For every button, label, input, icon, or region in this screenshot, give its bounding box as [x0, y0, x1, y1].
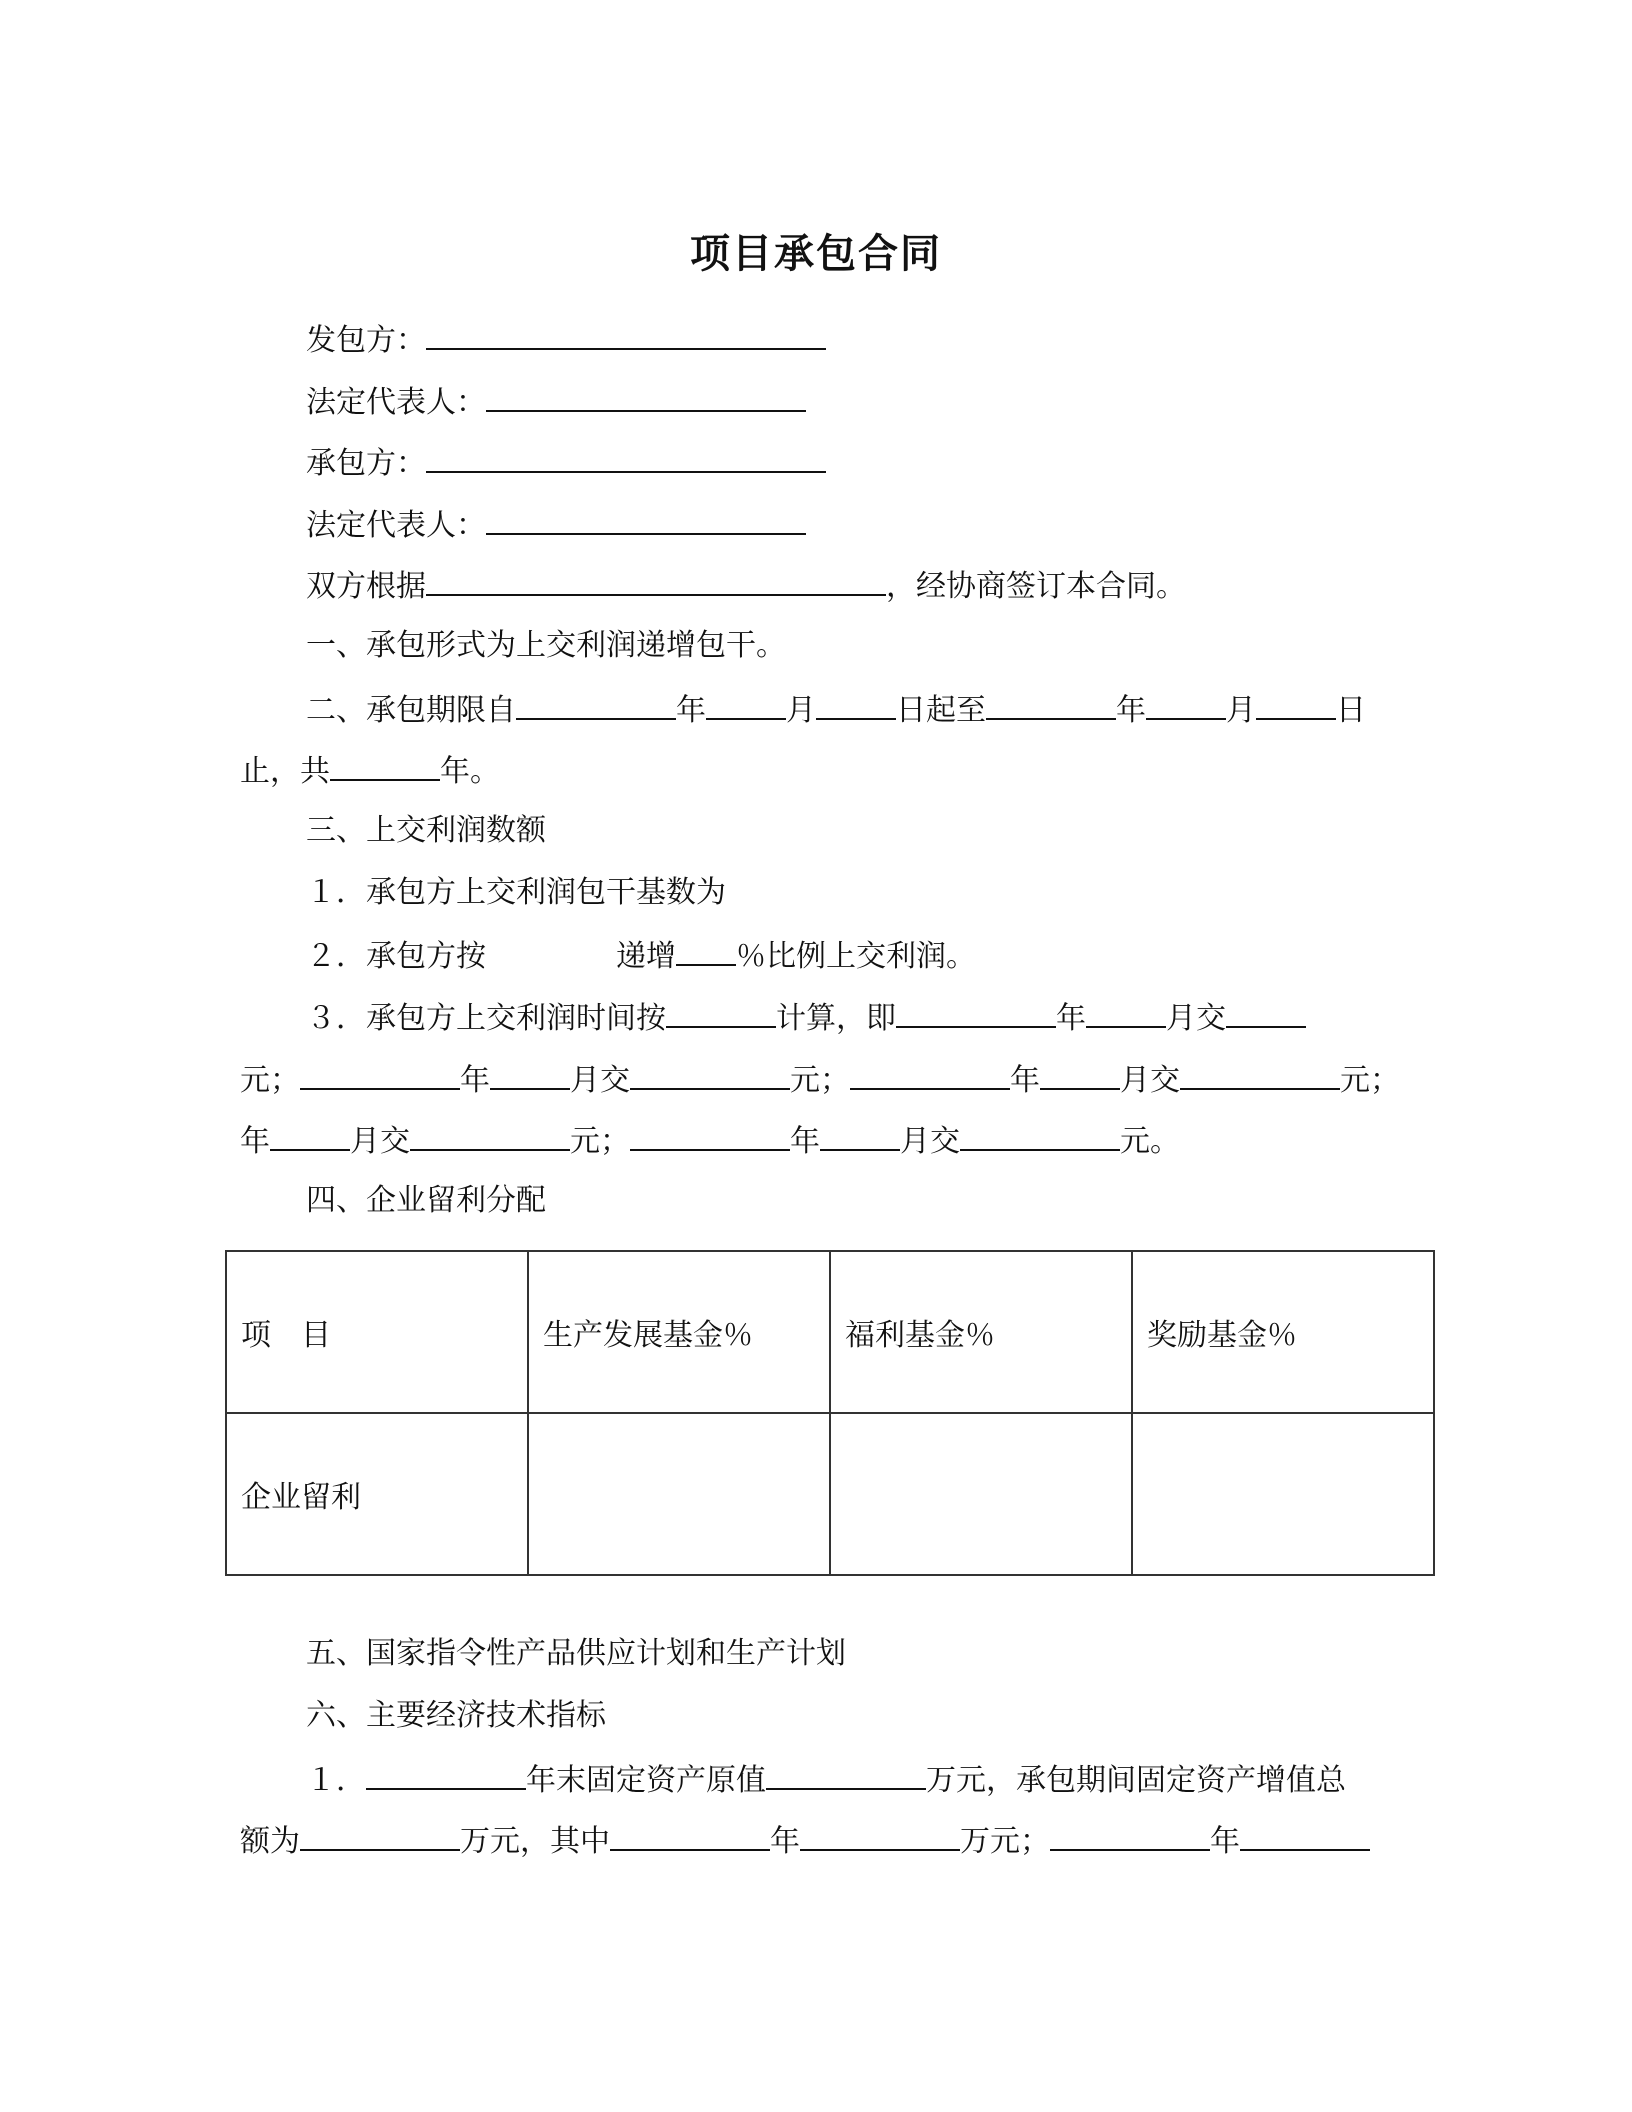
issuer-rep-blank[interactable] — [486, 380, 806, 412]
clause1-line — [240, 626, 1390, 666]
clause6-item1-line2 — [240, 1819, 1390, 1859]
basis-suffix: ，经协商签订本合同。 — [886, 569, 1186, 604]
clause3-item1 — [240, 873, 1390, 913]
yuan-label: 元； — [1340, 1063, 1400, 1098]
month-label: 月 — [786, 693, 816, 728]
clause3-item1-text: １．承包方上交利润包干基数为 — [306, 875, 726, 910]
clause3-heading — [240, 811, 1390, 851]
year-label: 年 — [1210, 1824, 1240, 1859]
pay-amount-blank[interactable] — [410, 1119, 570, 1151]
clause3-item3 — [240, 996, 1390, 1036]
table-cell-blank[interactable] — [1132, 1413, 1434, 1575]
pay-year-blank[interactable] — [300, 1058, 460, 1090]
table-header-cell: 福利基金％ — [830, 1251, 1132, 1413]
clause4-heading — [240, 1181, 1390, 1221]
table-row-label: 企业留利 — [226, 1413, 528, 1575]
retained-profit-table — [225, 1250, 1435, 1576]
clause6-item1-b: 万元，承包期间固定资产增值总 — [926, 1763, 1346, 1798]
wan-label: 万元； — [960, 1824, 1050, 1859]
pay-month-blank[interactable] — [1040, 1058, 1120, 1090]
contractor-line — [240, 441, 1390, 481]
clause6-heading-text: 六、主要经济技术指标 — [306, 1698, 606, 1733]
clause6-line2-b: 万元，其中 — [460, 1824, 610, 1859]
clause3-item3-a: ３．承包方上交利润时间按 — [306, 1001, 666, 1036]
total-years-blank[interactable] — [330, 749, 440, 781]
pay-year-blank[interactable] — [630, 1119, 790, 1151]
end-day-blank[interactable] — [1256, 688, 1336, 720]
yuan-label: 元； — [240, 1063, 300, 1098]
month-pay-label: 月交 — [1120, 1063, 1180, 1098]
calc-basis-blank[interactable] — [666, 996, 776, 1028]
yuan-label: 元； — [790, 1063, 850, 1098]
clause2-line2 — [240, 749, 1390, 789]
start-year-blank[interactable] — [516, 688, 676, 720]
pay-amount-blank[interactable] — [1180, 1058, 1340, 1090]
year-label: 年 — [790, 1124, 820, 1159]
pay-month-blank[interactable] — [1086, 996, 1166, 1028]
document-title: 项目承包合同 — [690, 231, 942, 277]
year-label: 年 — [240, 1124, 270, 1159]
clause6-item1-a: 年末固定资产原值 — [526, 1763, 766, 1798]
clause2-line — [240, 688, 1390, 728]
basis-blank[interactable] — [426, 564, 886, 596]
start-month-blank[interactable] — [706, 688, 786, 720]
year-label: 年 — [1010, 1063, 1040, 1098]
year-end-blank[interactable] — [366, 1758, 526, 1790]
clause2-end-prefix: 止，共 — [240, 754, 330, 789]
table-cell-blank[interactable] — [528, 1413, 830, 1575]
clause3-heading-text: 三、上交利润数额 — [306, 813, 546, 848]
pay-amount-blank[interactable] — [630, 1058, 790, 1090]
clause4-heading-text: 四、企业留利分配 — [306, 1183, 546, 1218]
pay-amount-blank[interactable] — [1226, 996, 1306, 1028]
end-month-blank[interactable] — [1146, 688, 1226, 720]
start-day-blank[interactable] — [816, 688, 896, 720]
issuer-rep-label: 法定代表人： — [306, 385, 486, 420]
month-pay-label: 月交 — [1166, 1001, 1226, 1036]
month-pay-label: 月交 — [350, 1124, 410, 1159]
year-label: 年 — [1056, 1001, 1086, 1036]
clause3-item3-line3 — [240, 1119, 1390, 1159]
asset-value-blank[interactable] — [766, 1758, 926, 1790]
contractor-label: 承包方： — [306, 446, 426, 481]
increase-year-blank[interactable] — [610, 1819, 770, 1851]
table-header-cell: 奖励基金％ — [1132, 1251, 1434, 1413]
month-label: 月 — [1226, 693, 1256, 728]
pay-amount-blank[interactable] — [960, 1119, 1120, 1151]
end-year-blank[interactable] — [986, 688, 1116, 720]
contractor-rep-label: 法定代表人： — [306, 508, 486, 543]
clause3-item3-line2 — [240, 1058, 1400, 1098]
basis-prefix: 双方根据 — [306, 569, 426, 604]
increase-total-blank[interactable] — [300, 1819, 460, 1851]
issuer-rep-line — [240, 380, 1390, 420]
table-row — [226, 1413, 1434, 1575]
table-header-cell: 生产发展基金％ — [528, 1251, 830, 1413]
month-pay-label: 月交 — [900, 1124, 960, 1159]
yuan-end-label: 元。 — [1120, 1124, 1180, 1159]
increase-amount-blank[interactable] — [800, 1819, 960, 1851]
clause5-line — [240, 1634, 1390, 1674]
clause3-item2 — [240, 934, 1390, 974]
contractor-blank[interactable] — [426, 441, 826, 473]
contractor-rep-line — [240, 503, 1390, 543]
yuan-label: 元； — [570, 1124, 630, 1159]
table-header-cell: 项 目 — [226, 1251, 528, 1413]
contractor-rep-blank[interactable] — [486, 503, 806, 535]
pay-year-blank[interactable] — [896, 996, 1056, 1028]
clause2-end-suffix: 年。 — [440, 754, 500, 789]
pay-month-blank[interactable] — [490, 1058, 570, 1090]
year-label: 年 — [676, 693, 706, 728]
pay-month-blank[interactable] — [270, 1119, 350, 1151]
clause6-line2-a: 额为 — [240, 1824, 300, 1859]
clause3-item3-b: 计算，即 — [776, 1001, 896, 1036]
clause3-item2-c: ％比例上交利润。 — [736, 939, 976, 974]
clause6-item1-num: １． — [306, 1763, 366, 1798]
basis-line — [240, 564, 1390, 604]
pay-month-blank[interactable] — [820, 1119, 900, 1151]
issuer-line — [240, 318, 1390, 358]
month-pay-label: 月交 — [570, 1063, 630, 1098]
clause5-text: 五、国家指令性产品供应计划和生产计划 — [306, 1636, 846, 1671]
clause3-item2-a: ２．承包方按 — [306, 939, 486, 974]
table-cell-blank[interactable] — [830, 1413, 1132, 1575]
increase-amount-blank[interactable] — [1240, 1819, 1370, 1851]
clause6-heading — [240, 1696, 1390, 1736]
clause1-text: 一、承包形式为上交利润递增包干。 — [306, 628, 786, 663]
day-from-label: 日起至 — [896, 693, 986, 728]
issuer-label: 发包方： — [306, 323, 426, 358]
year-label: 年 — [1116, 693, 1146, 728]
increase-year-blank[interactable] — [1050, 1819, 1210, 1851]
increase-rate-blank[interactable] — [676, 934, 736, 966]
year-label: 年 — [770, 1824, 800, 1859]
clause3-item2-b: 递增 — [616, 939, 676, 974]
clause2-prefix: 二、承包期限自 — [306, 693, 516, 728]
day-label: 日 — [1336, 693, 1366, 728]
issuer-blank[interactable] — [426, 318, 826, 350]
clause6-item1 — [240, 1758, 1390, 1798]
table-header-row — [226, 1251, 1434, 1413]
year-label: 年 — [460, 1063, 490, 1098]
pay-year-blank[interactable] — [850, 1058, 1010, 1090]
